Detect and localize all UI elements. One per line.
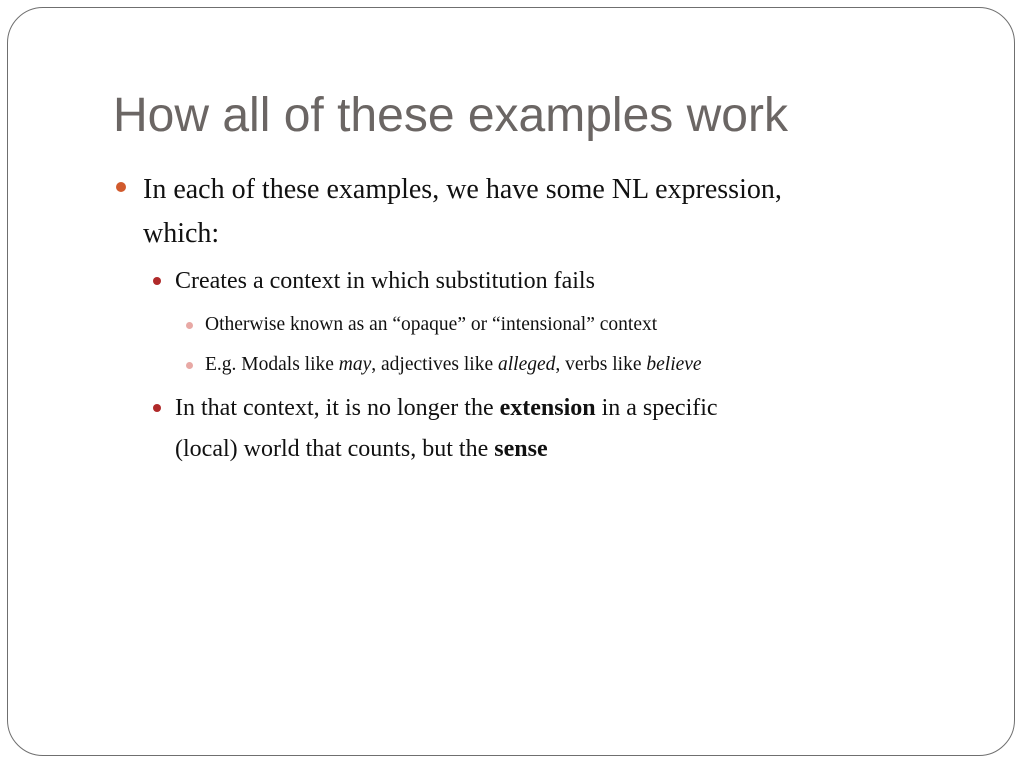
bullet-dot-level3 (186, 322, 193, 329)
text-segment: in a specific (595, 395, 718, 421)
keyword-extension: extension (499, 395, 596, 421)
example-word-may: may (338, 354, 372, 375)
example-word-alleged: alleged (497, 354, 556, 375)
bullet-level3-examples (205, 351, 965, 379)
bullet-level1 (143, 168, 933, 256)
text-segment: , verbs like (555, 354, 647, 375)
text-segment: E.g. Modals like (205, 354, 339, 375)
example-word-believe: believe (646, 354, 702, 375)
bullet-text: Creates a context in which substitution fails (175, 268, 595, 294)
bullet-text: Otherwise known as an “opaque” or “intensional” context (205, 314, 658, 335)
bullet-dot-level2 (153, 277, 161, 285)
bullet-text-continued: which: (143, 218, 220, 249)
text-segment: (local) world that counts, but the (175, 436, 495, 462)
bullet-dot-level2 (153, 404, 161, 412)
bullet-level3-opaque (205, 311, 965, 339)
bullet-dot-level1 (116, 182, 126, 192)
slide-title: How all of these examples work (113, 89, 788, 142)
text-segment: In that context, it is no longer the (175, 395, 500, 421)
keyword-sense: sense (494, 436, 548, 462)
text-segment: , adjectives like (371, 354, 498, 375)
bullet-level2-substitution (175, 261, 935, 302)
bullet-dot-level3 (186, 362, 193, 369)
bullet-level2-extension (175, 388, 935, 470)
bullet-text: In each of these examples, we have some NL expression, (143, 174, 782, 205)
